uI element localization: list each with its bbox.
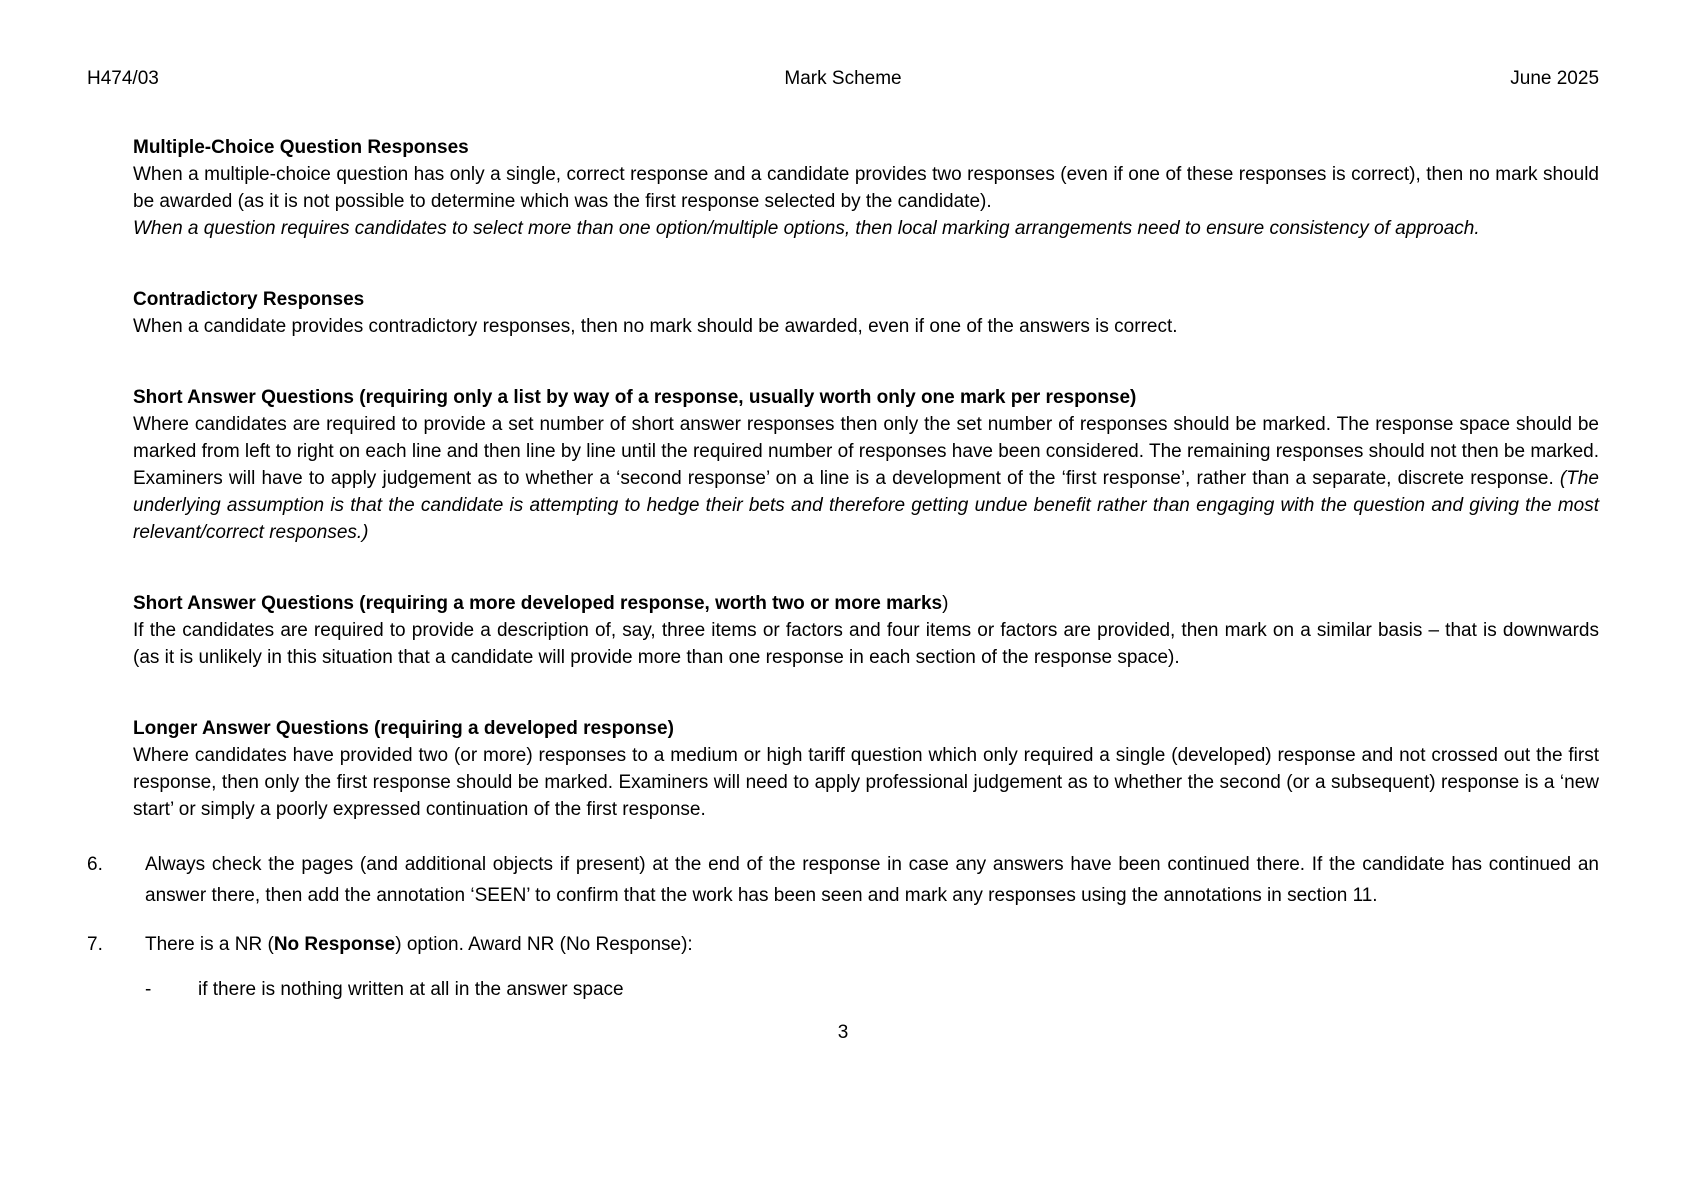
bullet-text: if there is nothing written at all in the answer space (198, 979, 624, 1000)
section-short-answer-developed (133, 590, 1599, 671)
item-number: 6. (87, 854, 103, 875)
numbered-item-6 (87, 849, 1599, 911)
section-heading (133, 134, 1599, 161)
bullet-item (145, 974, 1599, 1005)
document-body (87, 134, 1599, 1005)
paragraph (133, 742, 1599, 823)
page-footer (87, 1019, 1599, 1046)
text-run: When a multiple-choice question has only a single, correct response and a candidate provides two responses (even if one of these responses is correct), then no mark should be awarded (as it is not possible to determine which was the first response selected by the candidate). (133, 164, 1599, 212)
item-text (145, 929, 1599, 960)
text-run-italic: When a question requires candidates to select more than one option/multiple options, then local marking arrangements need to ensure consistency of approach. (133, 218, 1480, 239)
heading-tail: ) (942, 593, 949, 614)
heading-text: Short Answer Questions (requiring only a list by way of a response, usually worth only one mark per response) (133, 387, 1137, 408)
heading-text: Short Answer Questions (requiring a more developed response, worth two or more marks (133, 593, 943, 614)
text-run: ) option. Award NR (No Response): (395, 934, 693, 955)
section-heading (133, 384, 1599, 411)
heading-text: Multiple-Choice Question Responses (133, 137, 469, 158)
section-heading (133, 590, 1599, 617)
item-text: Always check the pages (and additional objects if present) at the end of the response in case any answers have been continued there. If the candidate has continued an answer there, then add the annotation ‘SEEN’ to confirm that the work has been seen and mark any responses using the annotations in section 11. (145, 854, 1599, 906)
header-title: Mark Scheme (784, 68, 902, 89)
header-date: June 2025 (1510, 68, 1600, 89)
heading-text: Contradictory Responses (133, 289, 365, 310)
item-number: 7. (87, 934, 103, 955)
section-contradictory (133, 286, 1599, 340)
text-run: Where candidates have provided two (or more) responses to a medium or high tariff question which only required a single (developed) response and not crossed out the first response, then only the first response should be marked. Examiners will need to apply professional judgement as to whether the second (or a subsequent) response is a ‘new start’ or simply a poorly expressed continuation of the first response. (133, 745, 1599, 820)
page-header (87, 68, 1599, 90)
text-run: There is a NR ( (145, 934, 274, 955)
text-run: Where candidates are required to provide a set number of short answer responses then only the set number of responses should be marked. The response space should be marked from left to right on each line and then line by line until the required number of responses have been considered. The remaining responses should not then be marked. Examiners will have to apply judgement as to whether a ‘second response’ on a line is a development of the ‘first response’, rather than a separate, discrete response. (133, 414, 1599, 489)
section-heading (133, 715, 1599, 742)
paragraph (133, 161, 1599, 215)
paragraph (133, 617, 1599, 671)
header-doc-code: H474/03 (87, 68, 159, 89)
paragraph-italic (133, 215, 1599, 242)
heading-text: Longer Answer Questions (requiring a developed response) (133, 718, 674, 739)
bullet-dash: - (145, 979, 152, 1000)
paragraph (133, 411, 1599, 546)
section-multiple-choice (133, 134, 1599, 242)
paragraph (133, 313, 1599, 340)
section-heading (133, 286, 1599, 313)
text-run: If the candidates are required to provide a description of, say, three items or factors and four items or factors are provided, then mark on a similar basis – that is downwards (as it is unlikely in this situation that a candidate will provide more than one response in each section of the response space). (133, 620, 1599, 668)
text-run-bold: No Response (273, 934, 396, 955)
page-number: 3 (837, 1022, 849, 1043)
section-longer-answer (133, 715, 1599, 823)
text-run-italic: (The underlying assumption is that the candidate is attempting to hedge their bets and therefore getting undue benefit rather than engaging with the question and giving the most relevant/correct responses.) (133, 468, 1599, 543)
text-run: When a candidate provides contradictory responses, then no mark should be awarded, even if one of the answers is correct. (133, 316, 1178, 337)
numbered-item-7 (87, 929, 1599, 960)
section-short-answer-list (133, 384, 1599, 546)
